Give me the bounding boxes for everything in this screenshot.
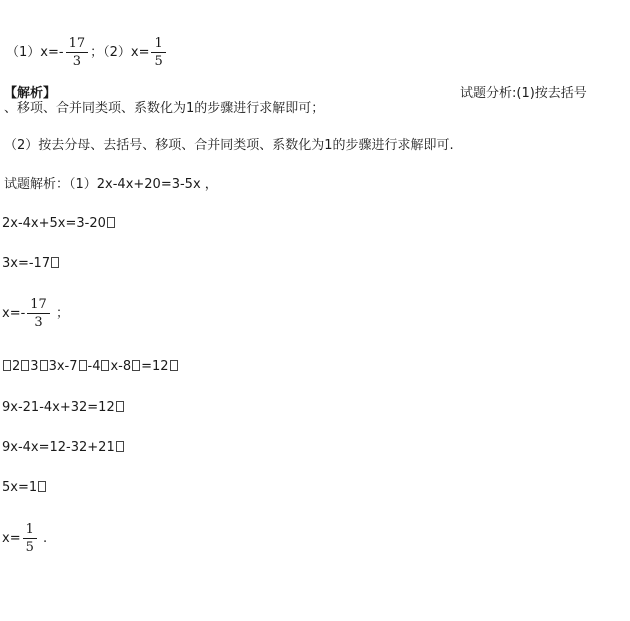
step-text-d: -4: [87, 359, 101, 374]
missing-glyph-box: [51, 257, 59, 268]
fraction-numerator: 1: [151, 36, 165, 53]
step-suffix: ；: [55, 306, 69, 321]
step-text: 5x=1: [2, 480, 38, 495]
answer-separator: ；（2）x=: [90, 45, 150, 60]
fraction-1-5: [23, 522, 37, 555]
missing-glyph-box: [107, 217, 115, 228]
solution-step-2: [2, 256, 60, 272]
analysis-line1: 、移项、合并同类项、系数化为1的步骤进行求解即可；: [4, 101, 325, 116]
missing-glyph-box: [40, 360, 48, 371]
step-text-e: x-8: [110, 359, 132, 374]
fraction-numerator: 17: [27, 297, 50, 314]
step-text: 9x-4x=12-32+21: [2, 440, 115, 455]
missing-glyph-box: [38, 481, 46, 492]
fraction-numerator: 17: [66, 36, 89, 53]
fraction-numerator: 1: [23, 522, 37, 539]
step-prefix: x=-: [2, 306, 26, 321]
solution-title: 试题解析：（1）2x-4x+20=3-5x ，: [4, 177, 218, 192]
fraction-17-3: [27, 297, 50, 330]
step-text: 2x-4x+5x=3-20: [2, 216, 106, 231]
missing-glyph-box: [116, 401, 124, 412]
step-prefix: x=: [2, 531, 21, 546]
missing-glyph-box: [132, 360, 140, 371]
fraction-denominator: 5: [25, 540, 34, 555]
solution-step-1: [2, 216, 116, 232]
answer-line: [6, 36, 168, 69]
solution-step-8: [2, 522, 47, 555]
fraction-denominator: 5: [154, 54, 163, 69]
missing-glyph-box: [79, 360, 87, 371]
step-text-c: 3x-7: [48, 359, 78, 374]
analysis-tag: 【解析】: [4, 86, 57, 101]
missing-glyph-box: [101, 360, 109, 371]
missing-glyph-box: [21, 360, 29, 371]
missing-glyph-box: [116, 441, 124, 452]
solution-step-4: [2, 359, 179, 375]
fraction-1-5: [151, 36, 165, 69]
step-text: 9x-21-4x+32=12: [2, 400, 115, 415]
solution-step-3: [2, 297, 69, 330]
fraction-17-3: [66, 36, 89, 69]
fraction-denominator: 3: [72, 54, 81, 69]
analysis-intro: 试题分析:(1)按去括号: [460, 86, 587, 101]
step-text-b: 3: [30, 359, 39, 374]
solution-step-5: [2, 400, 125, 416]
step-text-a: 2: [12, 359, 21, 374]
step-text-f: =12: [141, 359, 169, 374]
fraction-denominator: 3: [34, 315, 43, 330]
analysis-line2: （2）按去分母、去括号、移项、合并同类项、系数化为1的步骤进行求解即可.: [4, 138, 454, 153]
solution-step-6: [2, 440, 125, 456]
missing-glyph-box: [3, 360, 11, 371]
step-suffix: .: [43, 531, 48, 546]
step-text: 3x=-17: [2, 256, 51, 271]
answer-part1-label: （1）x=-: [6, 45, 64, 60]
missing-glyph-box: [170, 360, 178, 371]
solution-step-7: [2, 480, 47, 496]
